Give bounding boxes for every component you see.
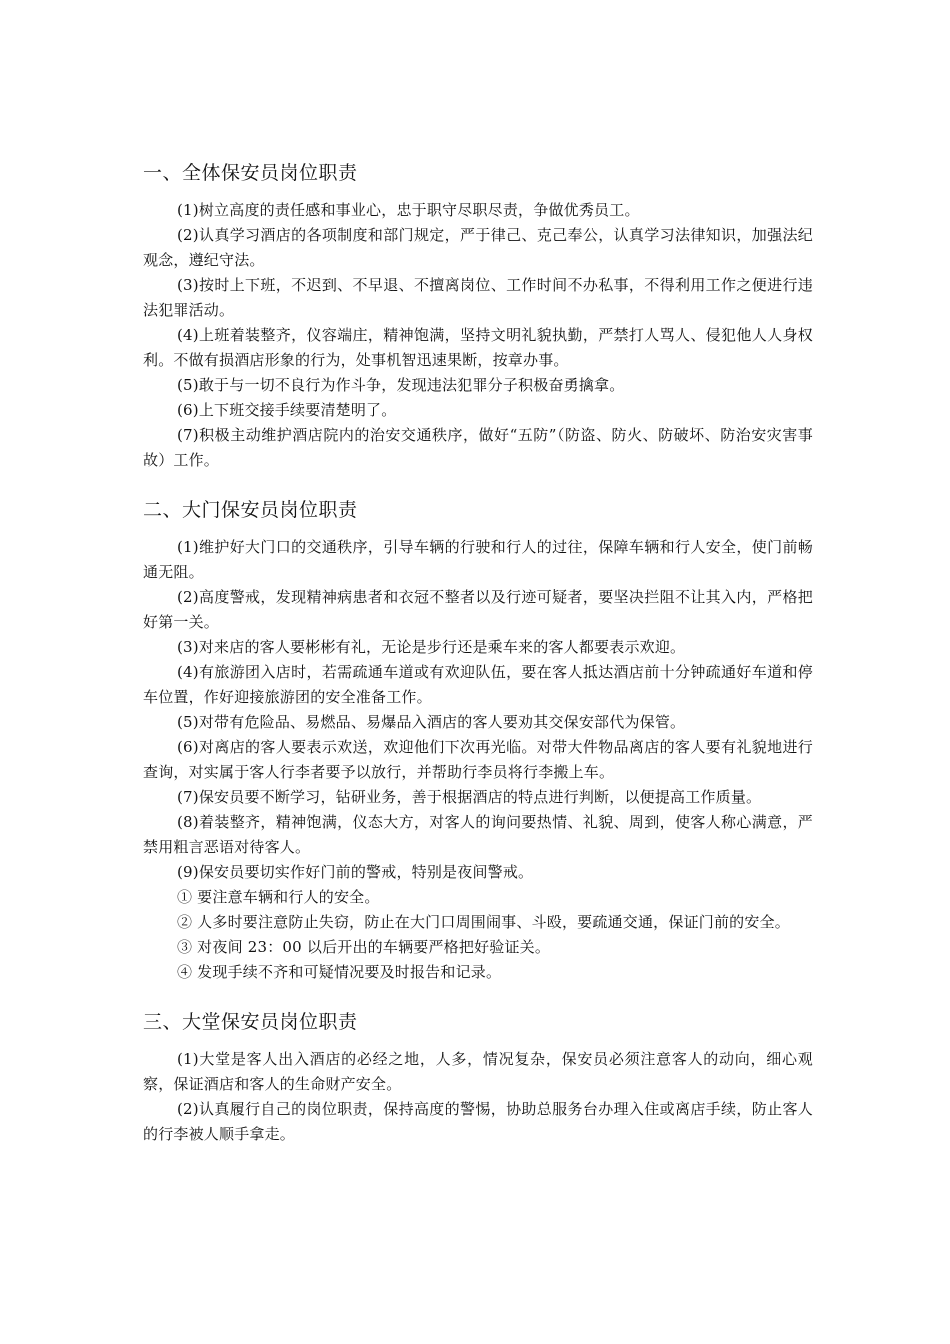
paragraph: (2)认真学习酒店的各项制度和部门规定，严于律己、克己奉公，认真学习法律知识，加强法纪观念，遵纪守法。 [143, 226, 813, 269]
paragraph: (1)树立高度的责任感和事业心，忠于职守尽职尽责，争做优秀员工。 [177, 201, 640, 219]
paragraph: (6)对离店的客人要表示欢送，欢迎他们下次再光临。对带大件物品离店的客人要有礼貌地进行查询，对实属于客人行李者要予以放行，并帮助行李员将行李搬上车。 [143, 738, 813, 781]
section-heading: 二、大门保安员岗位职责 [143, 499, 358, 521]
paragraph: (1)维护好大门口的交通秩序，引导车辆的行驶和行人的过往，保障车辆和行人安全，使门前畅通无阻。 [143, 538, 813, 581]
paragraph: (4)上班着装整齐，仪容端庄，精神饱满，坚持文明礼貌执勤，严禁打人骂人、侵犯他人人身权利。不做有损酒店形象的行为，处事机智迅速果断，按章办事。 [143, 326, 813, 369]
paragraph: (2)高度警戒，发现精神病患者和衣冠不整者以及行迹可疑者，要坚决拦阻不让其入内，严格把好第一关。 [143, 588, 813, 631]
section-heading: 一、全体保安员岗位职责 [143, 162, 358, 184]
section-lobby-guards [143, 1009, 813, 1147]
sub-item: ① 要注意车辆和行人的安全。 [177, 888, 380, 906]
paragraph: (7)保安员要不断学习，钻研业务，善于根据酒店的特点进行判断，以便提高工作质量。 [177, 788, 762, 806]
section-gate-guards [143, 497, 813, 985]
paragraph: (5)敢于与一切不良行为作斗争，发现违法犯罪分子积极奋勇擒拿。 [177, 376, 625, 394]
sub-item: ② 人多时要注意防止失窃，防止在大门口周围闹事、斗殴，要疏通交通，保证门前的安全。 [177, 913, 790, 931]
paragraph: (3)按时上下班，不迟到、不早退、不擅离岗位、工作时间不办私事，不得利用工作之便进行违法犯罪活动。 [143, 276, 813, 319]
paragraph: (4)有旅游团入店时，若需疏通车道或有欢迎队伍，要在客人抵达酒店前十分钟疏通好车道和停车位置，作好迎接旅游团的安全准备工作。 [143, 663, 813, 706]
sub-item: ④ 发现手续不齐和可疑情况要及时报告和记录。 [177, 963, 502, 981]
section-spacer [143, 985, 813, 1009]
paragraph: (8)着装整齐，精神饱满，仪态大方，对客人的询问要热情、礼貌、周到，使客人称心满意，严禁用粗言恶语对待客人。 [143, 813, 813, 856]
document-page [143, 160, 813, 1147]
paragraph: (2)认真履行自己的岗位职责，保持高度的警惕，协助总服务台办理入住或离店手续，防止客人的行李被人顺手拿走。 [143, 1100, 813, 1143]
paragraph: (1)大堂是客人出入酒店的必经之地，人多，情况复杂，保安员必须注意客人的动向，细心观察，保证酒店和客人的生命财产安全。 [143, 1050, 813, 1093]
section-all-guards [143, 160, 813, 473]
section-heading: 三、大堂保安员岗位职责 [143, 1011, 358, 1033]
sub-item: ③ 对夜间 23：00 以后开出的车辆要严格把好验证关。 [177, 938, 551, 956]
paragraph: (6)上下班交接手续要清楚明了。 [177, 401, 397, 419]
paragraph: (7)积极主动维护酒店院内的治安交通秩序，做好“五防”（防盗、防火、防破坏、防治安灾害事故）工作。 [143, 426, 813, 469]
paragraph: (3)对来店的客人要彬彬有礼，无论是步行还是乘车来的客人都要表示欢迎。 [177, 638, 686, 656]
section-spacer [143, 473, 813, 497]
paragraph: (5)对带有危险品、易燃品、易爆品入酒店的客人要劝其交保安部代为保管。 [177, 713, 686, 731]
paragraph: (9)保安员要切实作好门前的警戒，特别是夜间警戒。 [177, 863, 534, 881]
